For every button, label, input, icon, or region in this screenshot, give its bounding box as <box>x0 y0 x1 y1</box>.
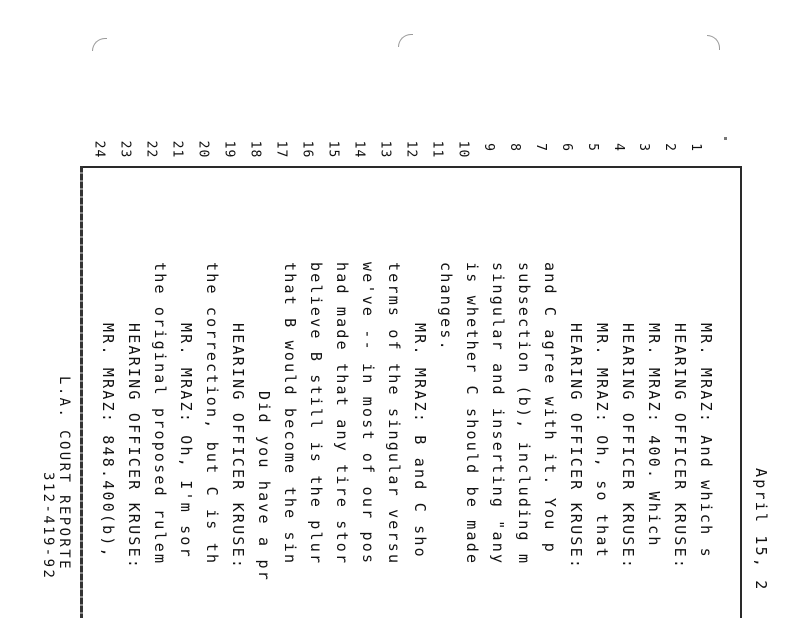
transcript-line: terms of the singular versu <box>385 262 403 566</box>
line-number: 18 <box>247 140 263 159</box>
transcript-line: we've -- in most of our pos <box>359 262 377 566</box>
page-top-rule <box>80 166 741 168</box>
transcript-line: that B would become the sin <box>281 262 299 566</box>
transcript-line: had made that any tire stor <box>333 262 351 566</box>
line-number: 11 <box>429 140 445 159</box>
line-number: 20 <box>195 140 211 159</box>
page-bottom-rule <box>80 166 83 618</box>
margin-tick <box>724 137 727 140</box>
page-margin-rule <box>740 166 742 618</box>
line-number: 10 <box>455 140 471 159</box>
line-number: 17 <box>273 140 289 159</box>
scan-artifact-mark <box>92 38 107 51</box>
line-number: 13 <box>377 140 393 159</box>
scan-artifact-mark <box>707 35 720 50</box>
line-number: 2 <box>661 143 677 152</box>
header-date: April 15, 2 <box>752 468 770 592</box>
transcript-line: the original proposed rulem <box>151 262 169 566</box>
transcript-line: the correction, but C is th <box>203 262 221 566</box>
transcript-line: Did you have a pr <box>255 391 273 582</box>
transcript-line: MR. MRAZ: And which s <box>697 323 715 559</box>
line-number: 5 <box>584 143 600 152</box>
line-number: 24 <box>91 140 107 159</box>
transcript-line: MR. MRAZ: Oh, I'm sor <box>177 323 195 559</box>
transcript-line: HEARING OFFICER KRUSE: <box>671 323 689 571</box>
transcript-line: MR. MRAZ: 848.400(b), <box>99 323 117 559</box>
line-number: 3 <box>635 143 651 152</box>
transcript-line: is whether C should be made <box>463 262 481 566</box>
court-reporter-phone: 312-419-92 <box>40 472 56 581</box>
line-number: 9 <box>480 143 496 152</box>
line-number: 4 <box>610 143 626 152</box>
line-number: 8 <box>506 143 522 152</box>
line-number: 23 <box>117 140 133 159</box>
transcript-line: singular and inserting "any <box>489 262 507 566</box>
transcript-line: HEARING OFFICER KRUSE: <box>619 323 637 571</box>
line-number: 1 <box>687 143 703 152</box>
transcript-line: MR. MRAZ: 400. Which <box>645 323 663 548</box>
line-number: 7 <box>532 143 548 152</box>
transcript-line: HEARING OFFICER KRUSE: <box>125 323 143 571</box>
line-number: 14 <box>351 140 367 159</box>
line-number: 6 <box>558 143 574 152</box>
transcript-line: MR. MRAZ: B and C sho <box>411 323 429 559</box>
transcript-line: subsection (b), including m <box>515 262 533 566</box>
transcript-line: MR. MRAZ: Oh, so that <box>593 323 611 559</box>
transcript-line: changes. <box>437 262 455 352</box>
line-number: 21 <box>169 140 185 159</box>
transcript-line: HEARING OFFICER KRUSE: <box>229 323 247 571</box>
line-number: 19 <box>221 140 237 159</box>
line-number: 16 <box>299 140 315 159</box>
line-number: 12 <box>403 140 419 159</box>
transcript-line: believe B still is the plur <box>307 262 325 566</box>
transcript-line: and C agree with it. You p <box>541 262 559 554</box>
court-reporter-name: L.A. COURT REPORTE <box>56 376 72 571</box>
line-number: 22 <box>143 140 159 159</box>
line-number: 15 <box>325 140 341 159</box>
transcript-line: HEARING OFFICER KRUSE: <box>567 323 585 571</box>
scan-artifact-mark <box>398 34 413 47</box>
